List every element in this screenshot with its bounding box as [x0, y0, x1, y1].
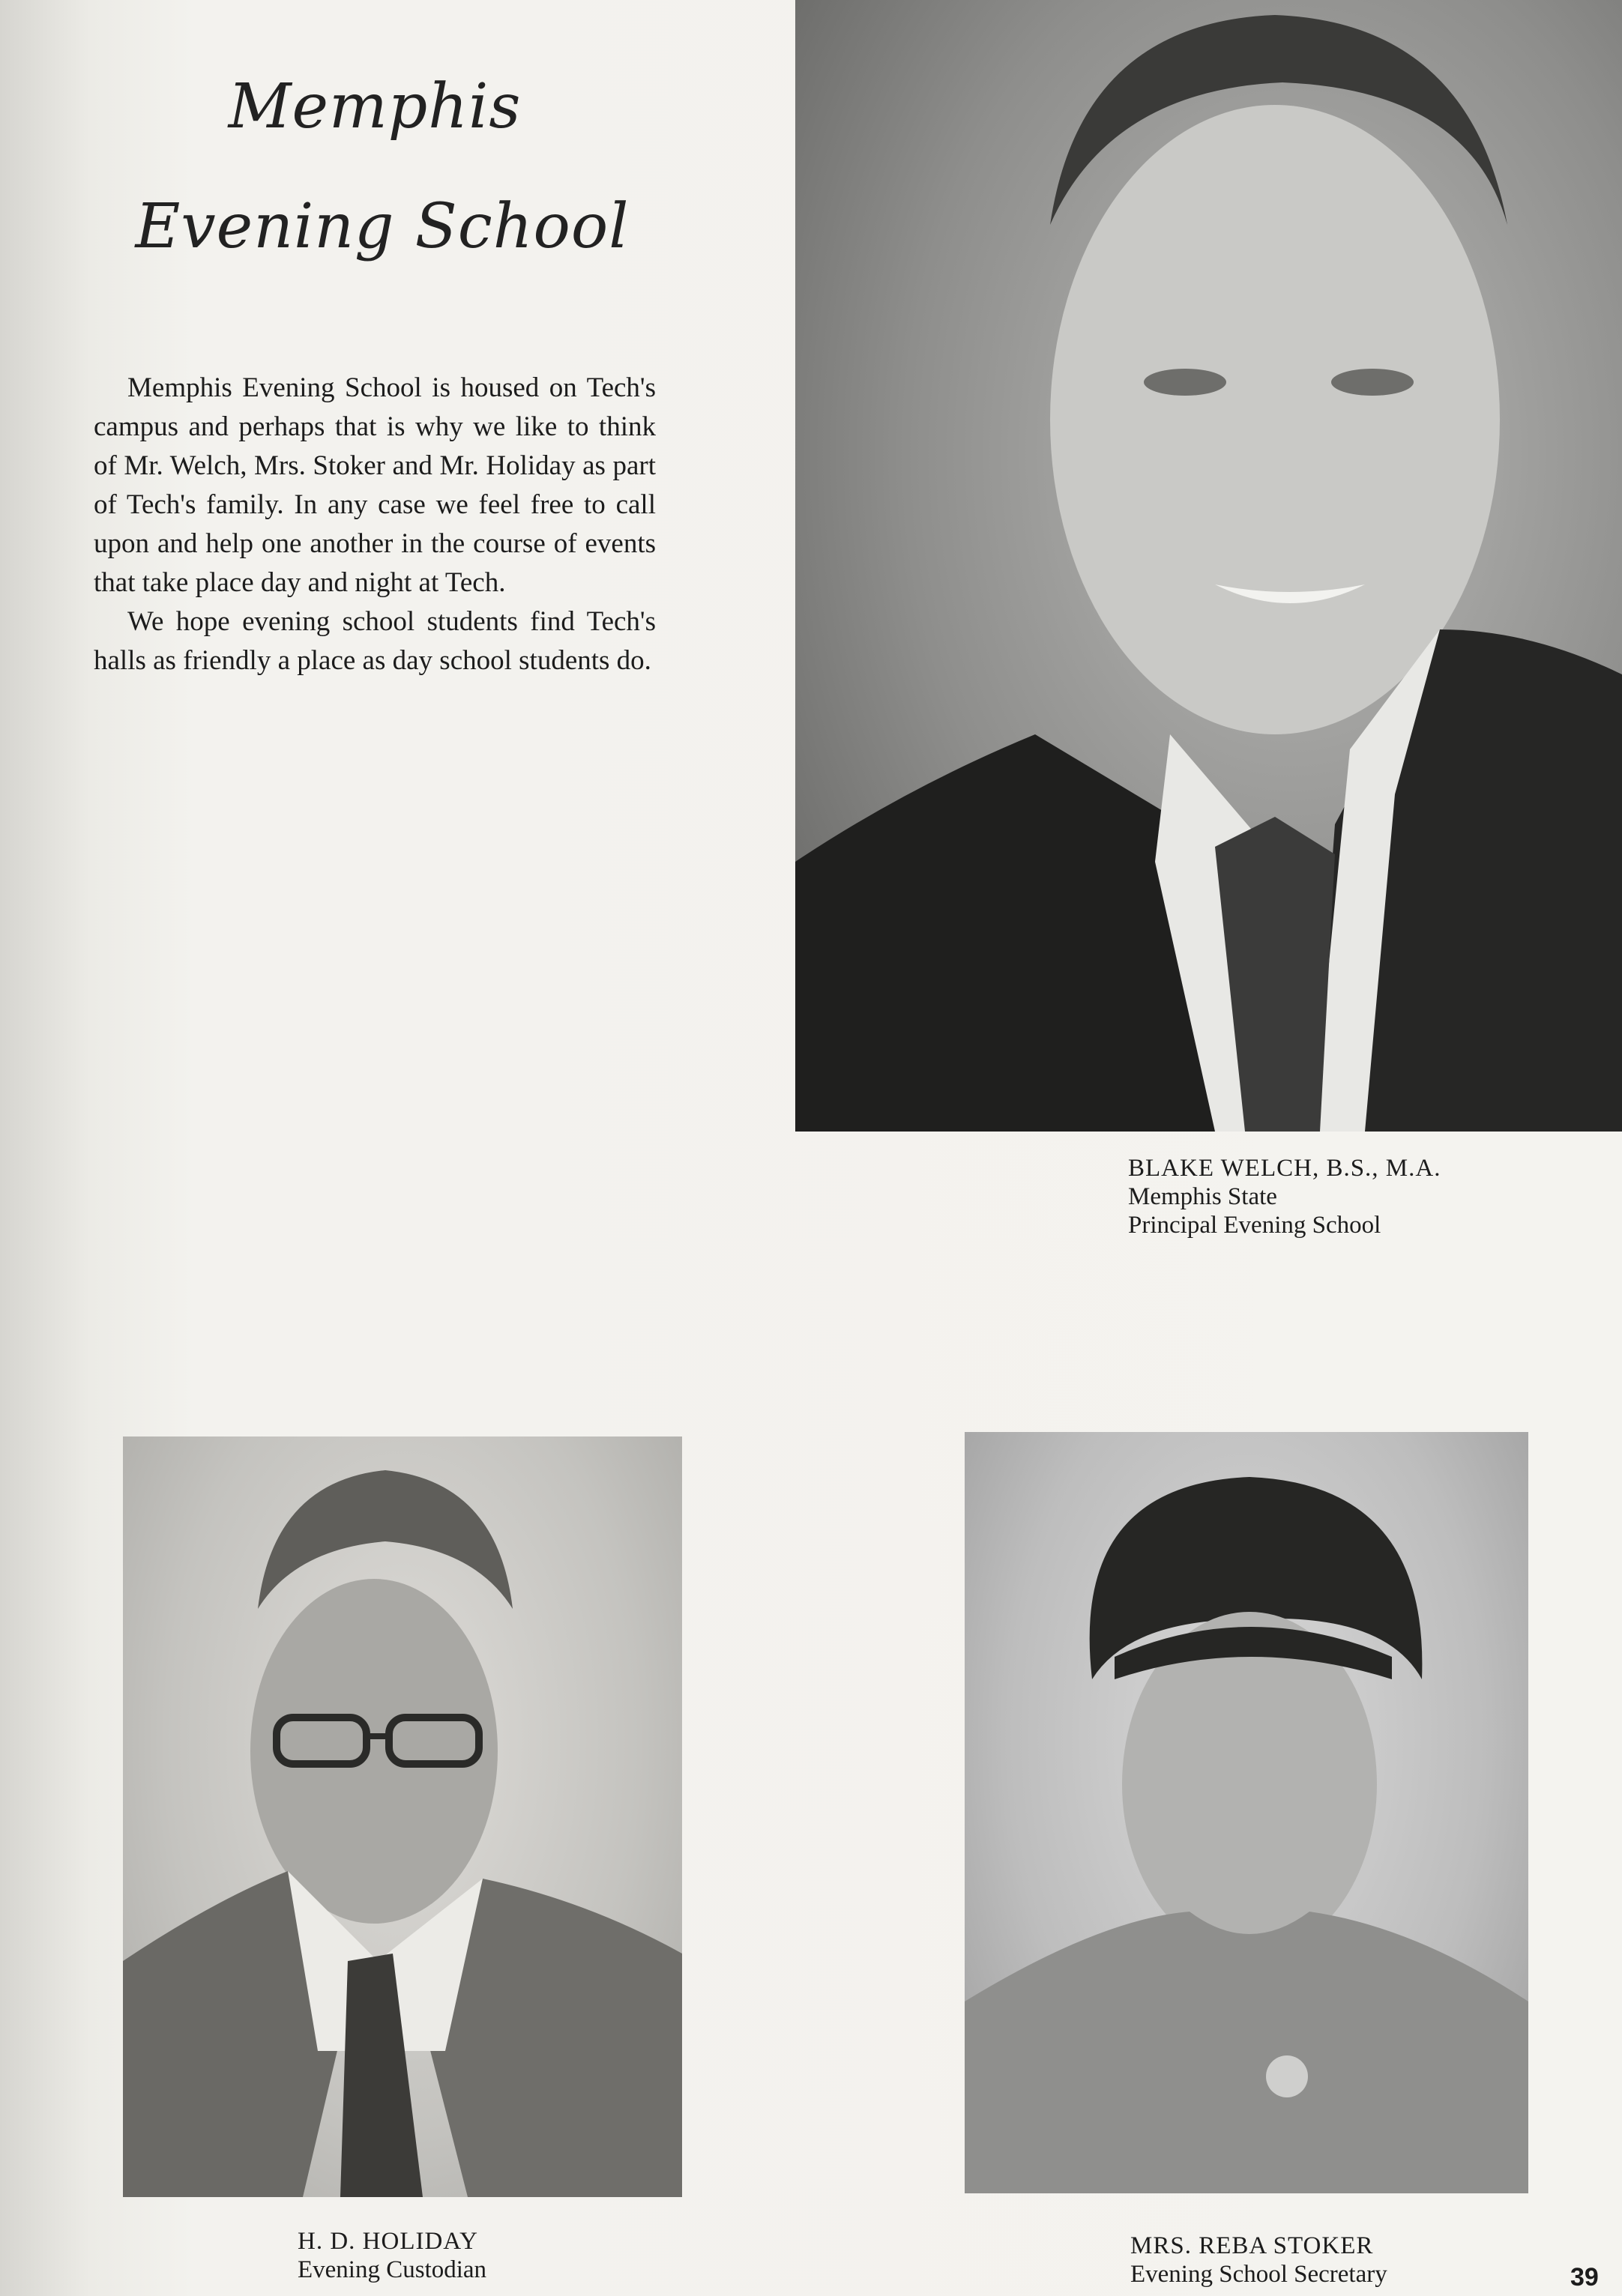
intro-paragraph: Memphis Evening School is housed on Tech's campus and perhaps that is why we like to think of Mr. Welch, Mrs. Stoker and Mr. Holiday as part of Tech's family. In any case we feel free to call upon and help one another in the course of events that take place day and night at Tech. — [94, 372, 656, 598]
portrait-photo-holiday — [123, 1436, 682, 2197]
staff-title: Principal Evening School — [1128, 1212, 1381, 1239]
page-number: 39 — [1570, 2263, 1599, 2292]
intro-text — [94, 369, 656, 680]
staff-title: Evening Custodian — [298, 2256, 487, 2283]
staff-education: Memphis State — [1128, 1183, 1277, 1210]
staff-name: H. D. HOLIDAY — [298, 2228, 478, 2255]
caption-stoker — [1130, 2232, 1387, 2289]
caption-welch — [1128, 1154, 1441, 1239]
page-title-line-1: Memphis — [228, 71, 522, 142]
portrait-photo-welch — [795, 0, 1622, 1132]
staff-name: MRS. REBA STOKER — [1130, 2232, 1374, 2259]
staff-name: BLAKE WELCH, B.S., M.A. — [1128, 1155, 1441, 1182]
staff-title: Evening School Secretary — [1130, 2261, 1387, 2288]
caption-holiday — [298, 2227, 486, 2284]
page-title-line-2: Evening School — [135, 191, 630, 262]
portrait-photo-stoker — [965, 1432, 1528, 2193]
intro-paragraph: We hope evening school students find Tech's halls as friendly a place as day school students do. — [94, 606, 656, 676]
